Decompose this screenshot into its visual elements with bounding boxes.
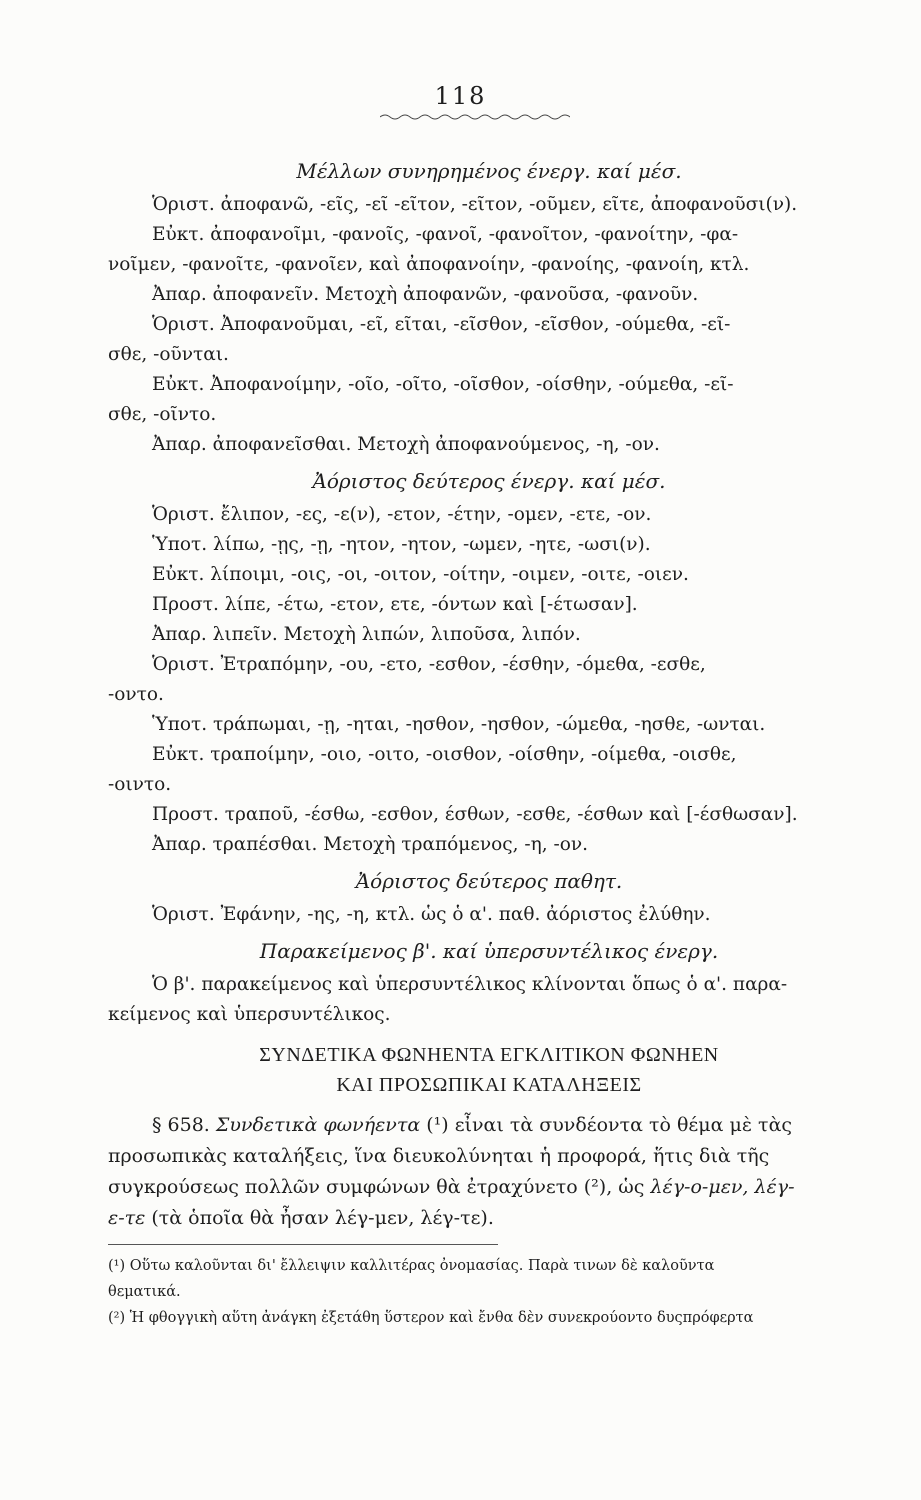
ornament-rule-icon: [380, 112, 570, 122]
text-line: κείμενος καὶ ὑπερσυντέλικος.: [108, 1004, 391, 1025]
text-line: Προστ. τραποῦ, -έσθω, -εσθον, έσθων, -εσθε, -έσθων καὶ [-έσθωσαν].: [152, 804, 798, 825]
paragraph-line: [108, 1203, 870, 1234]
text-line: Ὁ β'. παρακείμενος καὶ ὑπερσυντέλικος κλίνονται ὅπως ὁ α'. παρα-: [152, 974, 788, 995]
defined-term: Συνδετικὰ φωνήεντα: [215, 1114, 421, 1136]
example-word: ε-τε: [108, 1207, 146, 1229]
text-line: -οιντο.: [108, 774, 172, 795]
text-line: Ἀπαρ. τραπέσθαι. Μετοχὴ τραπόμενος, -η, -ον.: [152, 834, 588, 855]
text-line: Ἀπαρ. λιπεῖν. Μετοχὴ λιπών, λιποῦσα, λιπόν.: [152, 624, 581, 645]
text-line: Εὐκτ. λίποιμι, -οις, -οι, -οιτον, -οίτην, -οιμεν, -οιτε, -οιεν.: [152, 564, 689, 585]
text-line: Ὁριστ. Ἐφάνην, -ης, -η, κτλ. ὡς ὁ α'. παθ. ἀόριστος ἐλύθην.: [152, 904, 711, 925]
page-number: 118: [434, 82, 487, 110]
paragraph-line: [108, 1110, 870, 1141]
heading-future-contracted: Μέλλων συνηρημένος ένεργ. καί μέσ.: [296, 159, 682, 183]
heading-perfect-two: Παρακείμενος β'. καί ὑπερσυντέλικος ένεργ.: [259, 939, 719, 963]
text-line: Ὁριστ. ἀποφανῶ, -εῖς, -εῖ -εῖτον, -εῖτον, -οῦμεν, εῖτε, ἀποφανοῦσι(ν).: [152, 194, 798, 215]
section-title-line-1: ΣΥΝΔΕΤΙΚΑ ΦΩΝΗΕΝΤΑ ΕΓΚΛΙΤΙΚΟΝ ΦΩΝΗΕΝ: [259, 1044, 719, 1066]
footnote-rule: [108, 1244, 498, 1245]
text-line: Ὑποτ. λίπω, -ῃς, -ῃ, -ητον, -ητον, -ωμεν, -ητε, -ωσι(ν).: [152, 534, 651, 555]
text-line: Ἀπαρ. ἀποφανεῖσθαι. Μετοχὴ ἀποφανούμενος, -η, -ον.: [152, 434, 660, 455]
text-line: Προστ. λίπε, -έτω, -ετον, ετε, -όντων καὶ [-έτωσαν].: [152, 594, 638, 615]
footnote-1-cont: θεματικά.: [108, 1284, 181, 1300]
text-line: Ὁριστ. Ἐτραπόμην, -ου, -ετο, -εσθον, -έσθην, -όμεθα, -εσθε,: [152, 654, 706, 675]
text-line: σθε, -οῦνται.: [108, 344, 229, 365]
section-number: § 658.: [152, 1114, 210, 1136]
text-line: Εὐκτ. ἀποφανοῖμι, -φανοῖς, -φανοῖ, -φανοῖτον, -φανοίτην, -φα-: [152, 224, 739, 245]
text-body: [108, 150, 870, 1331]
section-title-line-2: ΚΑΙ ΠΡΟΣΩΠΙΚΑΙ ΚΑΤΑΛΗΞΕΙΣ: [336, 1074, 642, 1096]
text-line: Ὁριστ. ἔλιπον, -ες, -ε(ν), -ετον, -έτην, -ομεν, -ετε, -ον.: [152, 504, 652, 525]
paragraph-text: (¹) εἶναι τὰ συνδέοντα τὸ θέμα μὲ τὰς: [426, 1114, 793, 1136]
paragraph-line: [108, 1172, 870, 1203]
heading-aorist-two-passive: Ἀόριστος δεύτερος παθητ.: [355, 869, 623, 893]
footnote-2: (²) Ἡ φθογγικὴ αὕτη ἀνάγκη ἐξετάθη ὕστερον καὶ ἔνθα δὲν συνεκρούοντο δυςπρόφερτα: [108, 1310, 754, 1326]
paragraph-text: (τὰ ὁποῖα θὰ ἦσαν λέγ-μεν, λέγ-τε).: [151, 1207, 494, 1229]
text-line: -οντο.: [108, 684, 164, 705]
footnote-1: (¹) Οὕτω καλοῦνται δι' ἔλλειψιν καλλιτέρας ὀνομασίας. Παρὰ τινων δὲ καλοῦντα: [108, 1258, 715, 1274]
text-line: Ἀπαρ. ἀποφανεῖν. Μετοχὴ ἀποφανῶν, -φανοῦσα, -φανοῦν.: [152, 284, 699, 305]
text-line: Ὁριστ. Ἀποφανοῦμαι, -εῖ, εῖται, -εῖσθον, -εῖσθον, -ούμεθα, -εῖ-: [152, 314, 731, 335]
paragraph-line: προσωπικὰς καταλήξεις, ἵνα διευκολύνηται ἡ προφορά, ἥτις διὰ τῆς: [108, 1145, 770, 1167]
text-line: νοῖμεν, -φανοῖτε, -φανοῖεν, καὶ ἀποφανοίην, -φανοίης, -φανοίη, κτλ.: [108, 254, 750, 275]
example-word: λέγ-ο-μεν, λέγ-: [650, 1176, 795, 1198]
text-line: Εὐκτ. τραποίμην, -οιο, -οιτο, -οισθον, -οίσθην, -οίμεθα, -οισθε,: [152, 744, 737, 765]
text-line: σθε, -οῖντο.: [108, 404, 217, 425]
text-line: Εὐκτ. Ἀποφανοίμην, -οῖο, -οῖτο, -οῖσθον, -οίσθην, -ούμεθα, -εῖ-: [152, 374, 734, 395]
paragraph-text: συγκρούσεως πολλῶν συμφώνων θὰ ἐτραχύνετο (²), ὡς: [108, 1176, 645, 1198]
heading-aorist-two-active: Ἀόριστος δεύτερος ένεργ. καί μέσ.: [312, 469, 666, 493]
text-line: Ὑποτ. τράπωμαι, -ῃ, -ηται, -ησθον, -ησθον, -ώμεθα, -ησθε, -ωνται.: [152, 714, 766, 735]
